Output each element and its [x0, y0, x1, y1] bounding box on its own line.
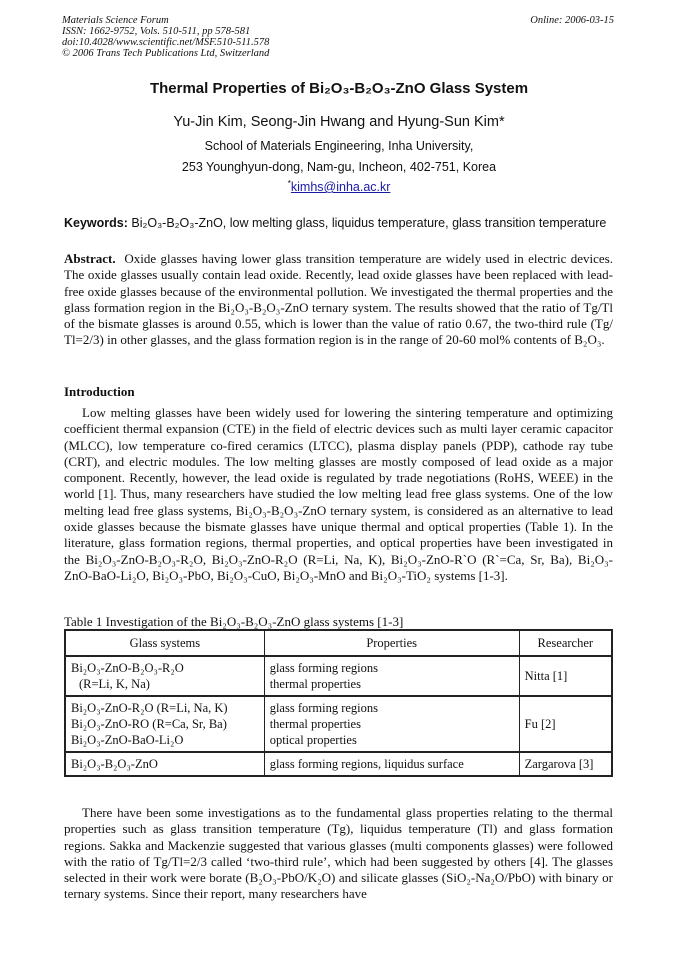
table-header-row [65, 630, 612, 656]
section-heading-introduction: Introduction [64, 384, 135, 399]
cell-researcher: Fu [2] [519, 696, 612, 752]
author-list: Yu-Jin Kim, Seong-Jin Hwang and Hyung-Sun Kim* [173, 114, 505, 130]
cell-researcher: Nitta [1] [519, 656, 612, 696]
property-line: glass forming regions [269, 661, 379, 675]
copyright-line: © 2006 Trans Tech Publications Ltd, Switzerland [62, 48, 270, 59]
property-line: thermal properties [269, 677, 361, 691]
abstract-label: Abstract. [64, 251, 116, 266]
keywords-text: Bi₂O₃-B₂O₃-ZnO, low melting glass, liquidus temperature, glass transition temperature [131, 216, 607, 230]
issn-line: ISSN: 1662-9752, Vols. 510-511, pp 578-581 [62, 26, 251, 37]
cell-researcher: Zargarova [3] [519, 752, 612, 776]
cell-properties [264, 752, 519, 776]
cell-systems [65, 752, 264, 776]
affiliation-line-2: 253 Younghyun-dong, Nam-gu, Incheon, 402-751, Korea [181, 160, 497, 174]
table-caption: Table 1 Investigation of the Bi₂O₃-B₂O₃-ZnO glass systems [1-3] [64, 614, 404, 629]
keywords-label: Keywords: [64, 216, 128, 230]
abstract-text: Oxide glasses having lower glass transition temperature are widely used in electric devices. The oxide glasses usually contain lead oxide. Recently, lead oxide glasses have been replaced with lead-free oxide glasses because of the environmental pollution. We investigated the thermal properties and the glass formation region in the Bi₂O₃-B₂O₃-ZnO ternary system. The results showed that the ratio of Tg/Tl of the bismate glasses is around 0.55, which is lower than the value of ratio 0.67, the two-third rule (Tg/ Tl=2/3) in other glasses, and the glass formation region is in the range of 20-60 mol% contents of B₂O₃. [64, 251, 613, 348]
keywords [64, 216, 624, 230]
table-row [65, 752, 612, 776]
corresponding-email [0, 177, 678, 194]
system-line: Bi₂O₃-ZnO-RO (R=Ca, Sr, Ba) [71, 717, 227, 731]
system-line: Bi₂O₃-ZnO-R₂O (R=Li, Na, K) [71, 701, 228, 715]
email-link[interactable]: kimhs@inha.ac.kr [290, 180, 391, 194]
system-line: Bi₂O₃-ZnO-B₂O₃-R₂O [71, 661, 184, 675]
header-glass-systems: Glass systems [65, 630, 264, 656]
abstract [64, 251, 613, 349]
paper-title: Thermal Properties of Bi₂O₃-B₂O₃-ZnO Glass System [149, 80, 529, 97]
property-line: thermal properties [269, 717, 361, 731]
affiliation-line-1: School of Materials Engineering, Inha University, [204, 139, 474, 153]
header-researcher: Researcher [519, 630, 612, 656]
property-line: optical properties [269, 733, 357, 747]
online-date: Online: 2006-03-15 [530, 15, 614, 26]
system-line: (R=Li, K, Na) [79, 677, 150, 691]
header-properties: Properties [264, 630, 519, 656]
intro-paragraph-2: There have been some investigations as to the fundamental glass properties relating to the thermal properties such as glass transition temperature (Tg), liquidus temperature (Tl) and glass formation regions. Sakka and Mackenzie suggested that various glasses (multi components glasses) were followed with the ratio of Tg/Tl=2/3 called ‘two-third rule’, which had been suggested by others [4]. The glasses selected in their work were borate (B₂O₃-PbO/K₂O) and silicate glasses (SiO₂-Na₂O/PbO) with binary or ternary systems. Since their report, many researchers have [64, 805, 613, 902]
cell-systems [65, 656, 264, 696]
system-line: Bi₂O₃-B₂O₃-ZnO [71, 757, 158, 771]
cell-properties [264, 696, 519, 752]
table-row [65, 696, 612, 752]
table-glass-systems [64, 629, 613, 777]
journal-name: Materials Science Forum [62, 15, 169, 26]
property-line: glass forming regions [269, 701, 379, 715]
system-line: Bi₂O₃-ZnO-BaO-Li₂O [71, 733, 184, 747]
corresponding-mark: * [287, 177, 291, 188]
doi-line: doi:10.4028/www.scientific.net/MSF.510-511.578 [62, 37, 270, 48]
property-line: glass forming regions, liquidus surface [269, 757, 464, 771]
table-row [65, 656, 612, 696]
intro-paragraph-1: Low melting glasses have been widely used for lowering the sintering temperature and optimizing coefficient thermal expansion (CTE) in the field of electric devices such as multi layer ceramic capacitor (MLCC), low temperature co-fired ceramics (LTCC), plasma display panels (PDP), cathode ray tube (CRT), and electric modules. The low melting glasses are mostly composed of lead oxide as a major component. Recently, however, the lead oxide is regulated by trade negotiations (RoHS, WEEE) in the world [1]. Thus, many researchers have studied the low melting lead free glass systems. One of the low melting lead free glass systems, Bi₂O₃-B₂O₃-ZnO ternary system, is considered as an alternative to lead oxide glasses because the bismate glasses have unique thermal and optical properties (Table 1). In the literature, glass formation regions, thermal properties, and optical properties have been investigated in the Bi₂O₃-ZnO-B₂O₃-R₂O, Bi₂O₃-ZnO-R₂O (R=Li, Na, K), Bi₂O₃-ZnO-R`O (R`=Ca, Sr, Ba), Bi₂O₃-ZnO-BaO-Li₂O, Bi₂O₃-PbO, Bi₂O₃-CuO, Bi₂O₃-MnO and Bi₂O₃-TiO₂ systems [1-3]. [64, 405, 613, 583]
cell-properties [264, 656, 519, 696]
journal-header [62, 15, 269, 59]
cell-systems [65, 696, 264, 752]
